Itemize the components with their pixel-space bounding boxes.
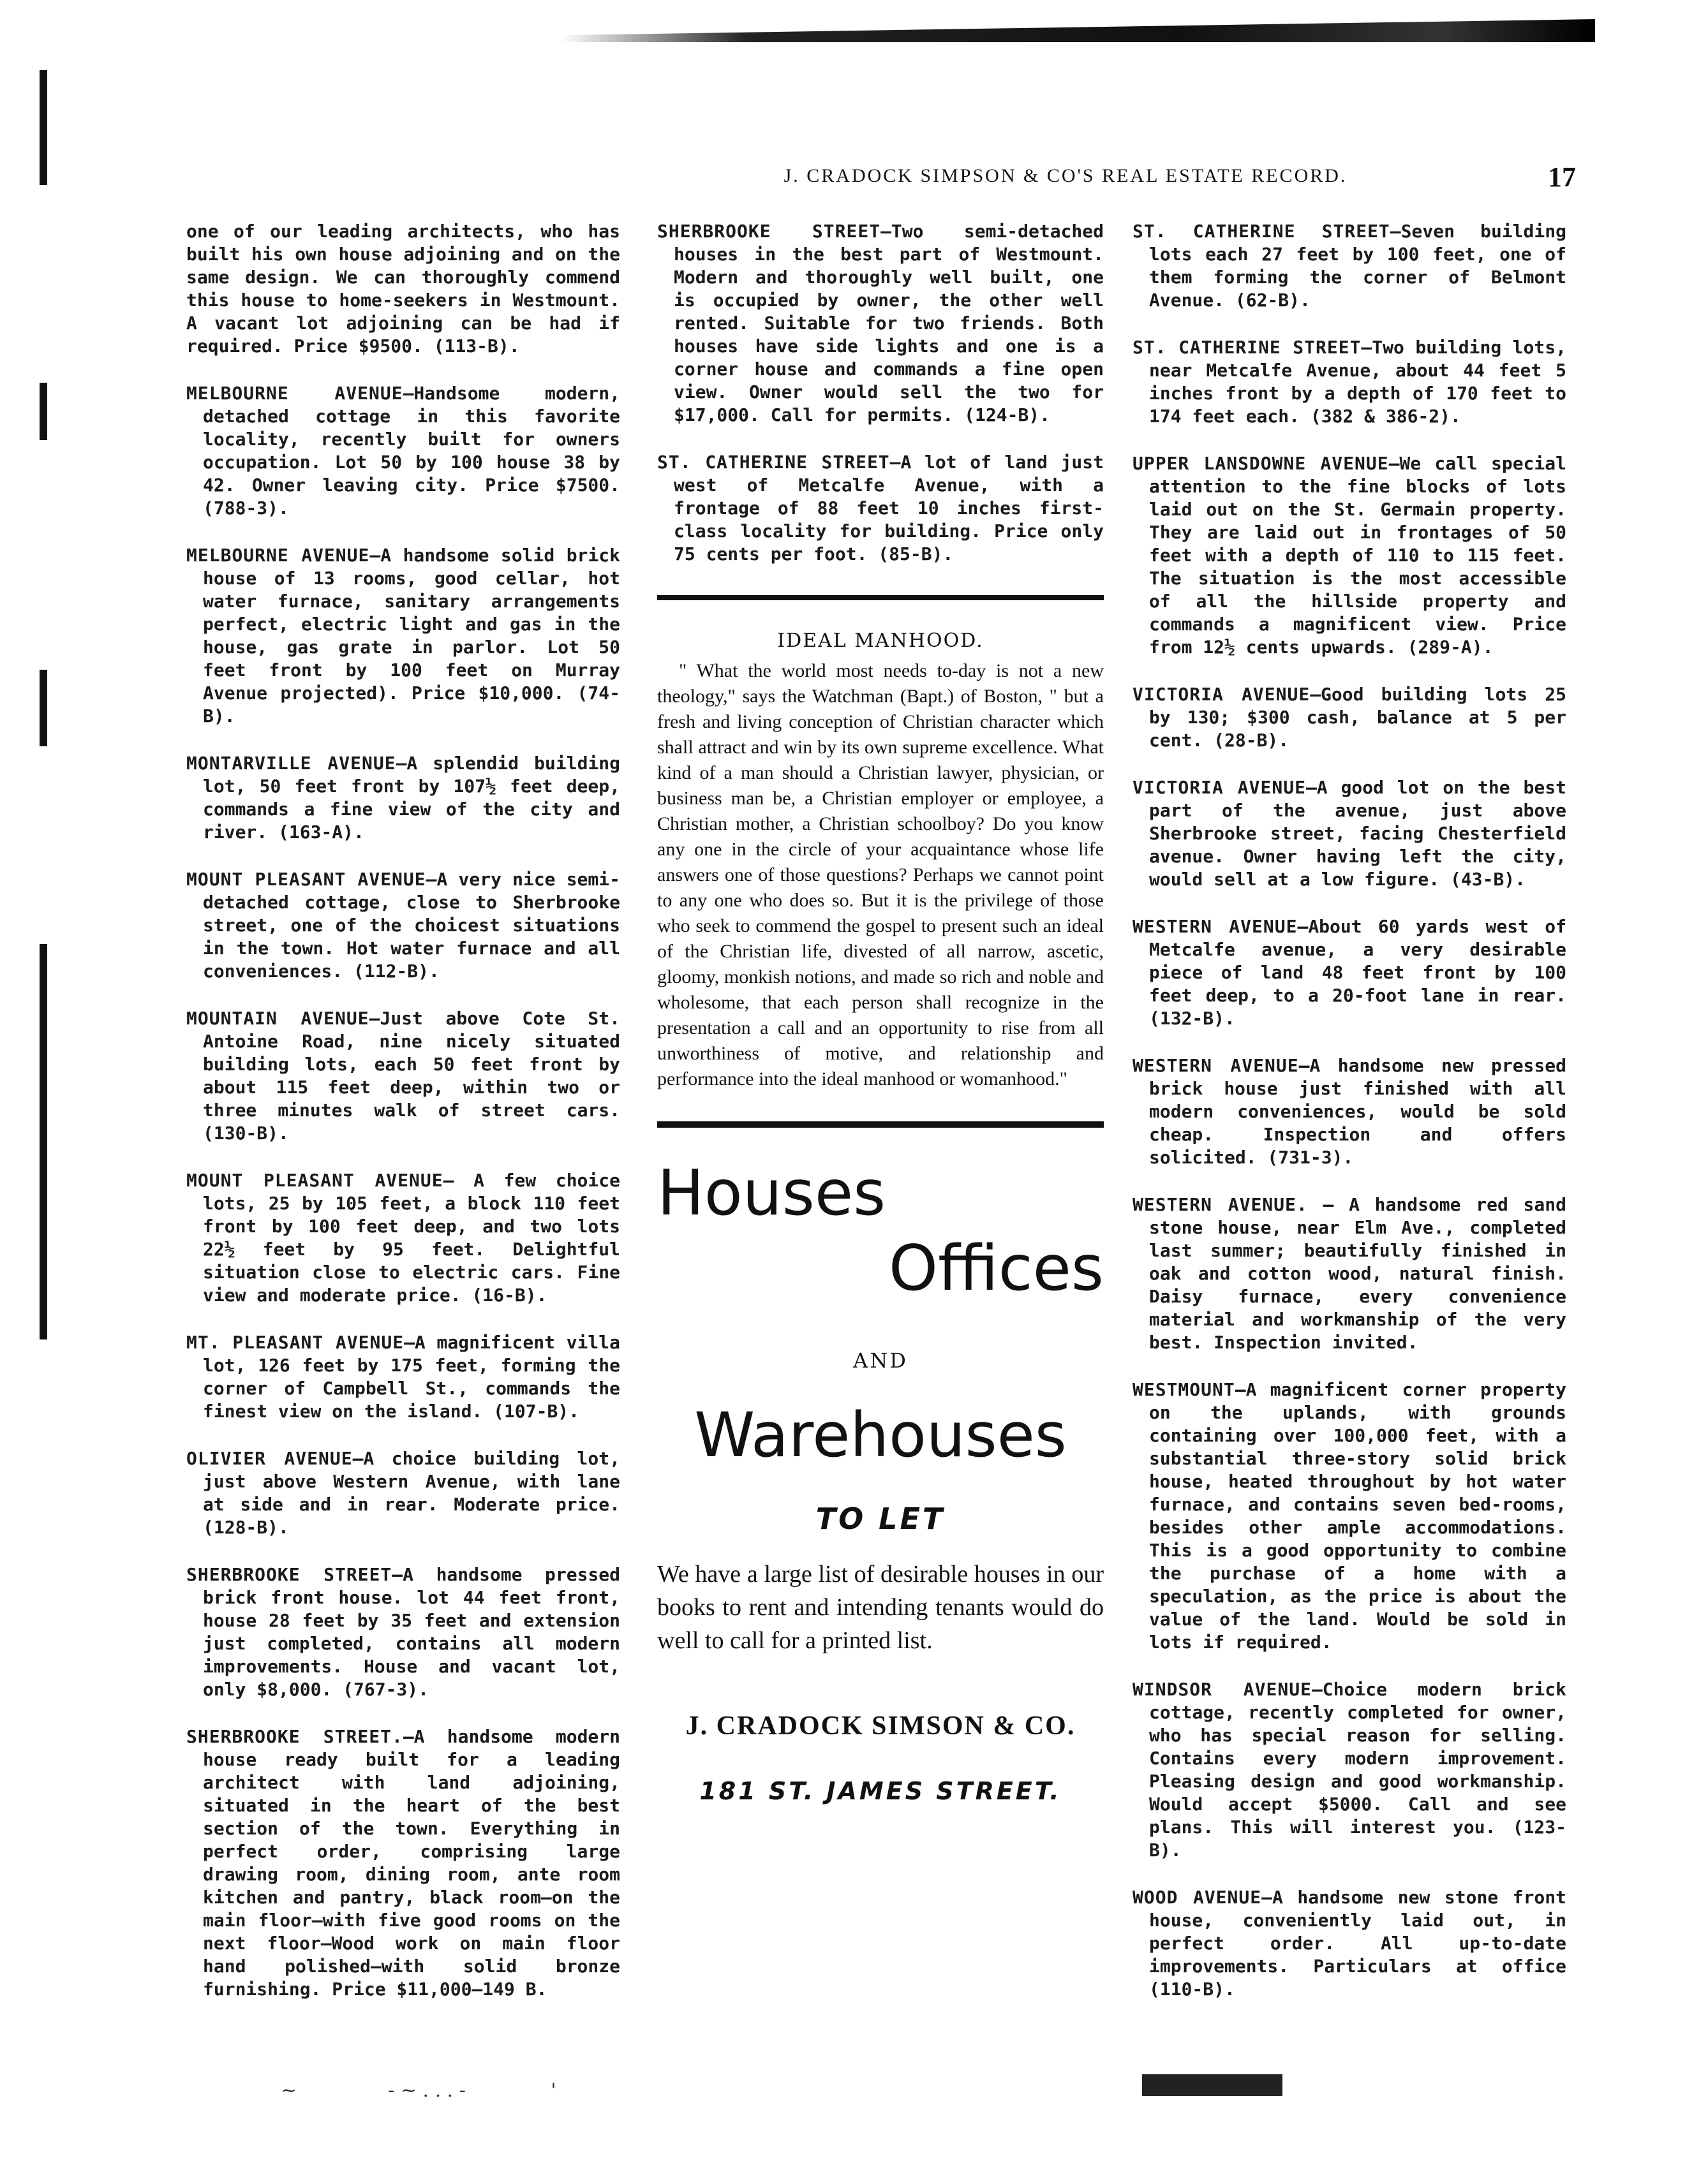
listing (1132, 1886, 1566, 2001)
listing-street: MELBOURNE AVENUE (186, 545, 370, 566)
advertisement (657, 1157, 1104, 1846)
listing (186, 1447, 620, 1539)
listing (186, 1331, 620, 1423)
running-header (523, 165, 1608, 187)
listing (1132, 452, 1566, 659)
listing-text: —A magnificent corner property on the uplands, with grounds containing over 100,000 feet, with a substantial three-story solid brick house, heated throughout by hot water furnace, and contains seven bed-rooms, besides other ample accommodations. This is a good opportunity to combine the purchase of a home with a speculation, as the price is about the value of the land. Would be sold in lots if required. (1149, 1379, 1566, 1653)
ad-to-let: TO LET (815, 1502, 946, 1536)
listing-street: VICTORIA AVENUE (1132, 684, 1311, 705)
listing (186, 382, 620, 520)
listing (1132, 1054, 1566, 1169)
listing-text: —A splendid building lot, 50 feet front by 107½ feet deep, commands a fine view of the city and river. (163-A). (203, 753, 620, 843)
margin-scan-mark (40, 670, 47, 746)
listing (657, 220, 1104, 427)
ad-address: 181 ST. JAMES STREET. (699, 1777, 1062, 1805)
ad-and: AND (853, 1348, 908, 1373)
scan-specks: ~ - ~ . . . - ' (281, 2079, 556, 2102)
column-1 (186, 220, 620, 2025)
listing-text: —A handsome new stone front house, conveniently laid out, in perfect order. All up-to-date improvements. Particulars at office (110-B). (1149, 1887, 1567, 2000)
listing-text: —About 60 yards west of Metcalfe avenue, a very desirable piece of land 48 feet front by 100 feet deep, to a 20-foot lane in rear. (132-B). (1149, 916, 1566, 1029)
listing-street: ST. CATHERINE STREET (1132, 221, 1390, 242)
listing-street: WESTMOUNT (1132, 1379, 1235, 1400)
listing (186, 220, 620, 358)
section-rule (657, 1121, 1104, 1128)
listing-street: MONTARVILLE AVENUE (186, 753, 396, 774)
ad-warehouses: Warehouses (694, 1399, 1067, 1471)
listing-street: ST. CATHERINE STREET (1132, 337, 1362, 358)
listing (1132, 1378, 1566, 1654)
listing-street: UPPER LANSDOWNE AVENUE (1132, 453, 1389, 474)
listing (186, 1725, 620, 2001)
listing-street: VICTORIA AVENUE (1132, 777, 1306, 798)
listing-street: WESTERN AVENUE (1132, 916, 1298, 937)
margin-scan-mark (40, 70, 47, 185)
listing-text: —Two building lots, near Metcalfe Avenue, about 44 feet 5 inches front by a depth of 170 feet to 174 feet each. (382 & 386-2). (1149, 337, 1566, 427)
listing-street: SHERBROOKE STREET. (186, 1726, 403, 1747)
listing (1132, 336, 1566, 428)
listing (1132, 683, 1566, 752)
listing-text: —A very nice semi-detached cottage, close to Sherbrooke street, one of the choicest situations in the town. Hot water furnace and all conveniences. (112-B). (203, 869, 620, 982)
article-body: " What the world most needs to-day is not a new theology," says the Watchman (Bapt.) of Boston, " but a fresh and living conception of Christian character which shall attract and win by its own supreme excellence. What kind of a man should a Christian lawyer, physician, or business man be, a Christian employer or employee, a Christian mother, a Christian schoolboy? Do you know any one in the circle of your acquaintance whose life answers one of those questions? Perhaps we cannot point to any one who does so. But it is the privilege of those who seek to commend the gospel to present such an ideal of the Christian life, divested of all narrow, ascetic, gloomy, monkish notions, and made so rich and noble and wholesome, that each person shall recognize in the presentation a call and an opportunity to rise from all unworthiness of motive, and relationship and performance into the ideal manhood or womanhood." (657, 660, 1104, 1089)
ad-company: J. CRADOCK SIMSON & CO. (685, 1711, 1076, 1741)
listing (1132, 776, 1566, 891)
listing-text: —Choice modern brick cottage, recently completed for owner, who has special reason for selling. Contains every modern improvement. Pleasing design and good workmanship. Would accept $5000. Call and see plans. This will interest you. (123-B). (1149, 1679, 1566, 1861)
margin-scan-mark (40, 383, 47, 440)
listing-street: MOUNT PLEASANT AVENUE (186, 869, 426, 890)
listing (186, 1007, 620, 1145)
listing (186, 1169, 620, 1307)
listing-street: WESTERN AVENUE. (1132, 1194, 1308, 1215)
column-2 (657, 220, 1104, 1846)
listing (186, 1563, 620, 1701)
ad-offices: Offices (888, 1232, 1104, 1305)
listing-street: WINDSOR AVENUE (1132, 1679, 1312, 1700)
top-scan-artifact (561, 19, 1595, 42)
listing-street: SHERBROOKE STREET (657, 221, 881, 242)
ad-text: We have a large list of desirable houses in our books to rent and intending tenants would do well to call for a printed list. (657, 1561, 1104, 1654)
listing (1132, 1193, 1566, 1354)
margin-scan-mark (40, 944, 47, 1339)
listing-text: —A choice building lot, just above Western Avenue, with lane at side and in rear. Moderate price. (128-B). (203, 1448, 620, 1538)
listing (186, 544, 620, 728)
listing (1132, 220, 1566, 312)
listing-street: MELBOURNE AVENUE (186, 383, 403, 404)
listing-text: —A lot of land just west of Metcalfe Avenue, with a frontage of 88 feet 10 inches first-class locality for building. Price only 75 cents per foot. (85-B). (674, 452, 1104, 564)
column-3 (1132, 220, 1566, 2025)
listing-text: —A handsome pressed brick front house. lot 44 feet front, house 28 feet by 35 feet and extension just completed, contains all modern improvements. House and vacant lot, only $8,000. (767-3). (203, 1564, 621, 1700)
listing-text: —A handsome modern house ready built for a leading architect with land adjoining, situated in the heart of the best section of the town. Everything in perfect order, comprising large drawing room, dining room, ante room kitchen and pantry, black room—on the main floor—with five good rooms on the next floor—Wood work on main floor hand polished—with solid bronze furnishing. Price $11,000—149 B. (203, 1726, 620, 2000)
listing-text: —Good building lots 25 by 130; $300 cash, balance at 5 per cent. (28-B). (1149, 684, 1566, 751)
listing-street: MT. PLEASANT AVENUE (186, 1332, 405, 1353)
listing (1132, 1678, 1566, 1862)
scan-smudge (1142, 2074, 1282, 2096)
listing-text: —Two semi-detached houses in the best part of Westmount. Modern and thoroughly well built, one is occupied by owner, the other well rented. Suitable for two friends. Both houses have side lights and one is a corner house and commands a fine open view. Owner would sell the two for $17,000. Call for permits. (124-B). (674, 221, 1104, 425)
listing-street: MOUNT PLEASANT AVENUE (186, 1170, 443, 1191)
listing-text: —Seven building lots each 27 feet by 100 feet, one of them forming the corner of Belmont Avenue. (62-B). (1149, 221, 1566, 311)
listing-text: —A handsome new pressed brick house just finished with all modern conveniences, would be sold cheap. Inspection and offers solicited. (731-3). (1149, 1055, 1566, 1168)
listing-text: one of our leading architects, who has built his own house adjoining and on the same design. We can thoroughly commend this house to home-seekers in Westmount. A vacant lot adjoining can be had if required. Price $9500. (113-B). (186, 221, 620, 357)
listing-street: ST. CATHERINE STREET (657, 452, 890, 473)
listing-text: — A handsome red sand stone house, near Elm Ave., completed last summer; beautifully finished in oak and cotton wood, natural finish. Daisy furnace, every convenience material and workmanship of the very best. Inspection invited. (1149, 1194, 1566, 1353)
page-number: 17 (1548, 161, 1576, 193)
listing (186, 752, 620, 844)
section-rule (657, 595, 1104, 600)
listing-text: —A handsome solid brick house of 13 rooms, good cellar, hot water furnace, sanitary arrangements perfect, electric light and gas in the house, gas grate in parlor. Lot 50 feet front by 100 feet on Murray Avenue projected). Price $10,000. (74-B). (203, 545, 620, 727)
listing-text: —We call special attention to the fine blocks of lots laid out on the St. Germain property. They are laid out in frontages of 50 feet with a depth of 110 to 115 feet. The situation is the most accessible of all the hillside property and commands a magnificent view. Price from 12½ cents upwards. (289-A). (1149, 453, 1566, 658)
header-title: J. CRADOCK SIMPSON & CO'S REAL ESTATE RECORD. (783, 165, 1348, 186)
listing (1132, 915, 1566, 1030)
listing-text: — A few choice lots, 25 by 105 feet, a block 110 feet front by 100 feet deep, and two lots 22½ feet by 95 feet. Delightful situation close to electric cars. Fine view and moderate price. (16-B). (203, 1170, 620, 1306)
listing-street: MOUNTAIN AVENUE (186, 1008, 369, 1029)
listing-text: —Handsome modern, detached cottage in this favorite locality, recently built for owners occupation. Lot 50 by 100 house 38 by 42. Owner leaving city. Price $7500. (788-3). (203, 383, 621, 519)
listing-street: WOOD AVENUE (1132, 1887, 1262, 1908)
listing (657, 451, 1104, 566)
listing-text: —Just above Cote St. Antoine Road, nine nicely situated building lots, each 50 feet front by about 115 feet deep, within two or three minutes walk of street cars. (130-B). (203, 1008, 620, 1144)
article-title: IDEAL MANHOOD. (777, 630, 984, 652)
listing-text: —A magnificent villa lot, 126 feet by 175 feet, forming the corner of Campbell St., commands the finest view on the island. (107-B). (203, 1332, 620, 1422)
listing-text: —A good lot on the best part of the avenue, just above Sherbrooke street, facing Chesterfield avenue. Owner having left the city, would sell at a low figure. (43-B). (1149, 777, 1566, 890)
ad-houses: Houses (657, 1157, 886, 1230)
listing (186, 868, 620, 983)
listing-street: OLIVIER AVENUE (186, 1448, 353, 1469)
listing-street: SHERBROOKE STREET (186, 1564, 392, 1585)
listing-street: WESTERN AVENUE (1132, 1055, 1299, 1076)
